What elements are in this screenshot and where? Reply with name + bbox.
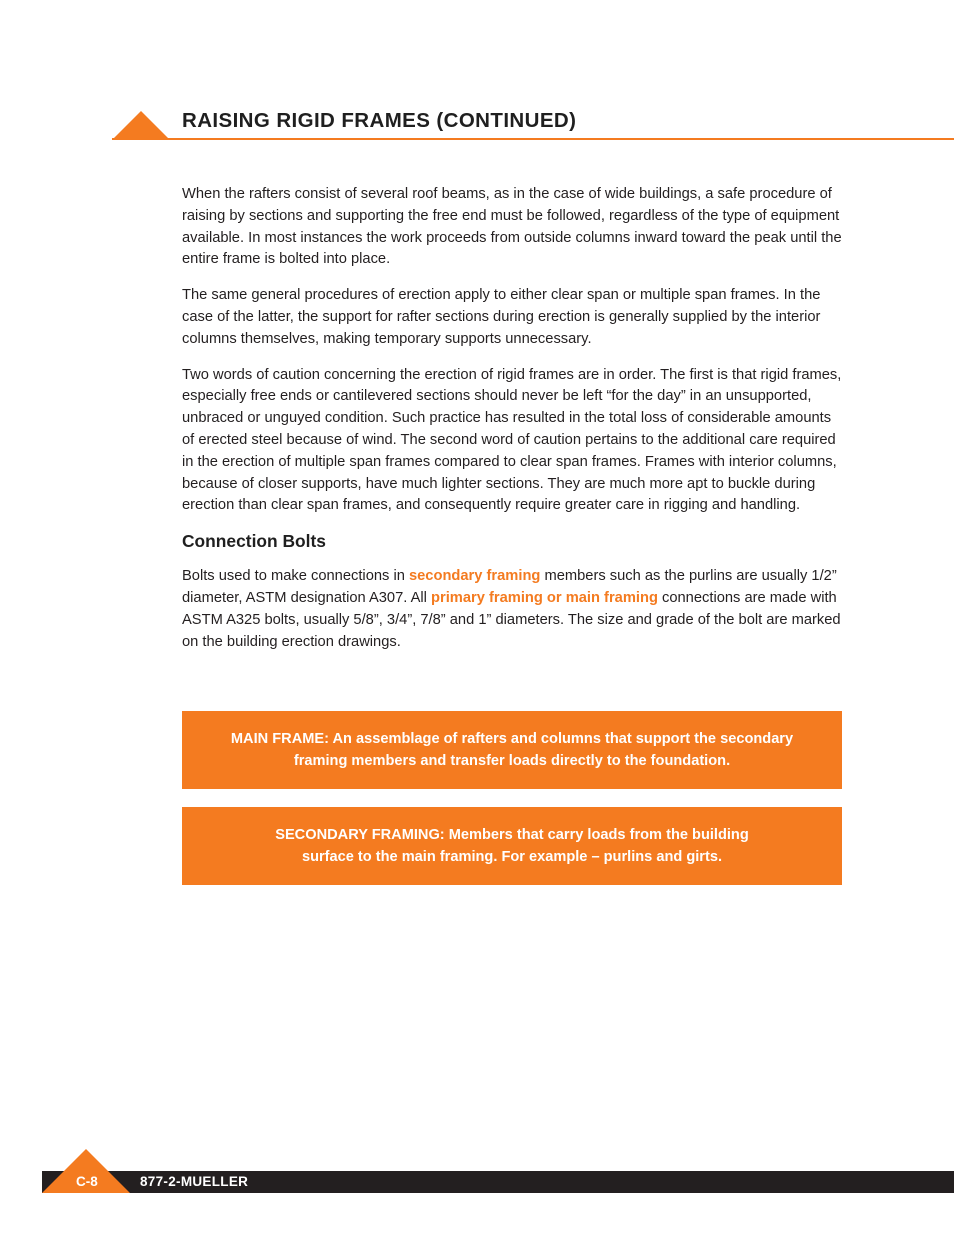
bolts-paragraph [182, 566, 844, 653]
main-frame-callout-line-2: framing members and transfer loads directly to the foundation. [293, 753, 731, 769]
bolts-text-3: connections are made with ASTM A325 bolts, usually 5/8”, 3/4”, 7/8” and 1” diameters. The size and grade of the bolt are marked on the building erection drawings. [182, 589, 841, 650]
secondary-framing-callout-line-2: surface to the main framing. For example – purlins and girts. [301, 849, 723, 865]
bolts-text-1: Bolts used to make connections in [182, 568, 409, 585]
page-title: RAISING RIGID FRAMES (CONTINUED) [182, 109, 577, 132]
main-content [182, 184, 844, 667]
section-heading-connection-bolts: Connection Bolts [182, 531, 326, 552]
page-number: C-8 [76, 1174, 98, 1189]
body-paragraph-3: Two words of caution concerning the erection of rigid frames are in order. The first is that rigid frames, especially free ends or cantilevered sections should never be left “for the day” in an unsupported, unbraced or unguyed condition. Such practice has resulted in the total loss of considerable amounts of erected steel because of wind. The second word of caution pertains to the additional care required in the erection of multiple span frames compared to clear span frames. Frames with interior columns, because of closer supports, have much lighter sections. They are much more apt to buckle during erection than clear span frames, and consequently require greater care in rigging and handling. [182, 366, 842, 514]
secondary-framing-link[interactable]: secondary framing [408, 568, 541, 585]
secondary-framing-callout [182, 807, 842, 885]
footer-phone-number: 877-2-MUELLER [140, 1174, 249, 1189]
bolts-text-2: members such as the purlins are usually 1/2” diameter, ASTM designation A307. All [182, 568, 837, 606]
body-paragraph-1: When the rafters consist of several roof beams, as in the case of wide buildings, a safe procedure of raising by sections and supporting the free end must be followed, regardless of the type of equipment available. In most instances the work proceeds from outside columns inward toward the peak until the entire frame is bolted into place. [182, 186, 842, 268]
body-paragraph-2: The same general procedures of erection apply to either clear span or multiple span frames. In the case of the latter, the support for rafter sections during erection is generally supplied by the interior columns themselves, making temporary supports unnecessary. [182, 287, 821, 347]
header-rule [112, 138, 954, 140]
primary-framing-link[interactable]: primary framing or main framing [431, 589, 658, 606]
main-frame-callout [182, 711, 842, 789]
header-triangle-decoration [112, 111, 170, 140]
main-frame-callout-line-1: MAIN FRAME: An assemblage of rafters and columns that support the secondary [230, 731, 794, 747]
secondary-framing-callout-line-1: SECONDARY FRAMING: Members that carry loads from the building [275, 827, 749, 843]
